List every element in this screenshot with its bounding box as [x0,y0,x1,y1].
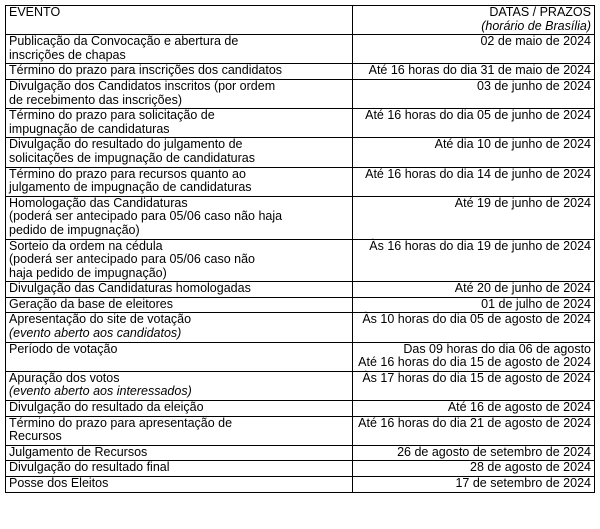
event-cell [6,342,353,371]
date-cell [353,109,595,138]
date-text: Até 16 horas do dia 14 de junho de 2024 [365,166,591,181]
event-cell [6,196,353,239]
date-text: 28 de agosto de 2024 [470,460,591,475]
event-text: pedido de impugnação) [9,222,140,237]
date-cell [353,297,595,313]
date-cell [353,445,595,461]
event-text: solicitações de impugnação de candidaturas [9,150,255,165]
date-text: Às 17 horas do dia 15 de agosto de 2024 [362,370,591,385]
date-cell [353,371,595,400]
date-cell [353,416,595,445]
event-text: Divulgação das Candidaturas homologadas [9,281,251,296]
date-cell [353,461,595,477]
date-cell [353,342,595,371]
date-text: 17 de setembro de 2024 [455,476,591,490]
date-cell [353,138,595,167]
schedule-row [6,477,595,493]
event-text: Apuração dos votos [9,370,120,385]
date-cell [353,282,595,298]
event-cell [6,138,353,167]
event-cell [6,64,353,80]
event-text: (poderá ser antecipado para 05/06 caso não haja [9,209,283,224]
schedule-row [6,313,595,342]
schedule-row [6,109,595,138]
event-text: Publicação da Convocação e abertura de [9,34,239,49]
header-date-note: (horário de Brasília) [481,18,591,33]
schedule-row [6,401,595,417]
event-note: (evento aberto aos candidatos) [9,326,182,341]
schedule-row [6,196,595,239]
date-text: Das 09 horas do dia 06 de agosto [403,341,591,356]
date-text: 26 de agosto de setembro de 2024 [397,444,591,459]
date-cell [353,196,595,239]
event-text: Homologação das Candidaturas [9,195,188,210]
event-text: Término do prazo para recursos quanto ao [9,166,246,181]
date-cell [353,477,595,493]
header-event-label: EVENTO [9,5,61,19]
schedule-table [5,5,595,493]
date-cell [353,64,595,80]
date-text: Até 20 de junho de 2024 [454,281,591,296]
event-text: inscrições de chapas [9,47,126,62]
event-text: Término do prazo para apresentação de [9,415,233,430]
date-text: 01 de julho de 2024 [481,296,591,311]
event-cell [6,282,353,298]
event-cell [6,401,353,417]
event-text: impugnação de candidaturas [9,121,170,136]
date-cell [353,79,595,108]
event-text: Recursos [9,429,62,444]
event-text: (poderá ser antecipado para 05/06 caso não [9,252,256,267]
event-text: Sorteio da ordem na cédula [9,238,163,253]
date-text: Até 16 horas do dia 15 de agosto de 2024 [358,355,591,370]
header-row [6,6,595,35]
schedule-row [6,79,595,108]
date-text: Até 16 horas do dia 31 de maio de 2024 [368,63,591,78]
header-date-cell [353,6,595,35]
date-text: 03 de junho de 2024 [477,78,591,93]
event-text: Término do prazo para solicitação de [9,108,215,123]
event-cell [6,445,353,461]
schedule-body [6,6,595,493]
event-cell [6,35,353,64]
date-text: Até 19 de junho de 2024 [454,195,591,210]
event-text: julgamento de impugnação de candidaturas [9,180,252,195]
event-cell [6,461,353,477]
schedule-row [6,461,595,477]
schedule-row [6,445,595,461]
event-text: Divulgação dos Candidatos inscritos (por ordem [9,78,276,93]
event-note: (evento aberto aos interessados) [9,384,192,399]
date-text: Às 10 horas do dia 05 de agosto de 2024 [362,312,591,327]
date-cell [353,167,595,196]
event-text: Apresentação do site de votação [9,312,192,327]
event-text: Término do prazo para inscrições dos candidatos [9,63,283,78]
schedule-row [6,64,595,80]
event-cell [6,167,353,196]
schedule-row [6,167,595,196]
event-cell [6,313,353,342]
event-cell [6,239,353,282]
date-text: Até 16 de agosto de 2024 [447,400,591,415]
header-event-cell [6,6,353,35]
event-text: Julgamento de Recursos [9,444,148,459]
date-text: Até 16 horas do dia 05 de junho de 2024 [365,108,591,123]
event-text: Geração da base de eleitores [9,296,173,311]
schedule-row [6,342,595,371]
event-text: Período de votação [9,341,118,356]
event-cell [6,297,353,313]
header-date-label: DATAS / PRAZOS [489,5,591,19]
date-cell [353,35,595,64]
schedule-row [6,371,595,400]
date-text: Às 16 horas do dia 19 de junho de 2024 [369,238,591,253]
schedule-row [6,138,595,167]
event-cell [6,416,353,445]
event-text: Divulgação do resultado do julgamento de [9,137,243,152]
schedule-row [6,282,595,298]
event-text: Divulgação do resultado final [9,460,170,475]
date-cell [353,313,595,342]
schedule-row [6,297,595,313]
event-cell [6,371,353,400]
event-cell [6,477,353,493]
date-text: Até dia 10 de junho de 2024 [434,137,591,152]
event-cell [6,109,353,138]
event-text: Posse dos Eleitos [9,476,109,490]
schedule-row [6,35,595,64]
date-cell [353,401,595,417]
schedule-row [6,239,595,282]
event-text: Divulgação do resultado da eleição [9,400,204,415]
date-text: 02 de maio de 2024 [480,34,591,49]
date-text: Até 16 horas do dia 21 de agosto de 2024 [358,415,591,430]
schedule-row [6,416,595,445]
event-text: haja pedido de impugnação) [9,265,167,280]
event-cell [6,79,353,108]
event-text: de recebimento das inscrições) [9,92,182,107]
date-cell [353,239,595,282]
